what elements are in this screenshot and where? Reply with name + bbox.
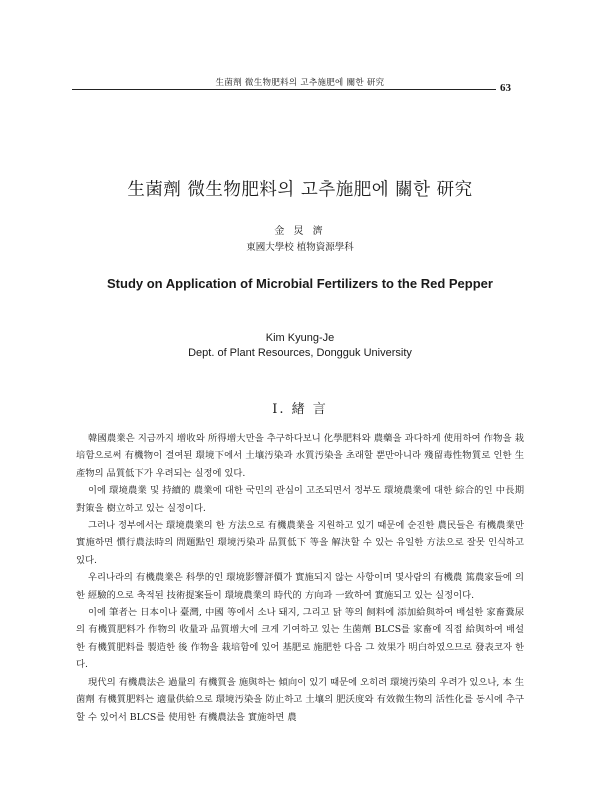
paragraph: 韓國農業은 지금까지 增收와 所得增大만을 추구하다보니 化學肥料와 農藥을 과다하게 使用하여 作物을 栽培함으로써 有機物이 결여된 環境下에서 土壤汚染과 水質汚染을 초래할 뿐만아니라 殘留毒性物質로 인한 生產物의 品質低下가 우려되는 실정에 있다. <box>76 433 524 479</box>
english-title: Study on Application of Microbial Fertilizers to the Red Pepper <box>107 276 493 291</box>
running-header: 生菌劑 微生物肥料의 고추施肥에 關한 研究 <box>215 78 385 88</box>
paragraph: 이에 筆者는 日本이나 臺灣, 中國 等에서 소나 돼지, 그리고 닭 等의 飼料에 添加給與하여 배설한 家畜糞尿의 有機質肥料가 作物의 收量과 品質增大에 크게 기여하고 있는 生菌劑 BLCS를 家畜에 직접 給與하여 배설한 有機質肥料를 製造한 後 作物을 栽培함에 있어 基肥로 施肥한 다음 그 效果가 明白하였으므로 發表코자 한다. <box>76 607 524 671</box>
korean-affiliation: 東國大學校 植物資源學科 <box>246 242 354 253</box>
page-number: 63 <box>500 82 511 94</box>
header-rule <box>72 89 496 90</box>
section-heading-introduction: I. 緖 言 <box>272 402 328 417</box>
korean-author: 金 炅 濟 <box>274 226 326 237</box>
paragraph: 그러나 정부에서는 環境農業의 한 方法으로 有機農業을 지원하고 있기 때문에 순진한 農民들은 有機農業만 實施하면 慣行農法時의 問題點인 環境汚染과 品質低下 等을 解決할 수 있는 유일한 方法으로 잘못 인식하고 있다. <box>76 520 524 566</box>
korean-title: 生菌劑 微生物肥料의 고추施肥에 關한 研究 <box>127 180 473 200</box>
paragraph: 우리나라의 有機農業은 科學的인 環境影響評價가 實施되지 않는 사항이며 몇사람의 有機農 篤農家들에 의한 經驗的으로 축적된 技術提案들이 環境農業의 時代的 方向과 一致하여 實施되고 있는 실정이다. <box>76 572 524 601</box>
paragraph: 現代의 有機農法은 過量의 有機質을 施與하는 傾向이 있기 때문에 오히려 環境汚染의 우려가 있으나, 本 生菌劑 有機質肥料는 適量供給으로 環境汚染을 防止하고 土壤의 肥沃度와 有效微生物의 活性化를 동시에 추구할 수 있어서 BLCS를 使用한 有機農法을 實施하면 農 <box>76 676 524 723</box>
body-text <box>76 430 524 726</box>
english-author: Kim Kyung-Je <box>265 332 335 344</box>
paragraph: 이에 環境農業 및 持續的 農業에 대한 국민의 관심이 고조되면서 정부도 環境農業에 대한 綜合的인 中長期對策을 樹立하고 있는 실정이다. <box>76 485 524 514</box>
english-affiliation: Dept. of Plant Resources, Dongguk University <box>188 347 412 359</box>
